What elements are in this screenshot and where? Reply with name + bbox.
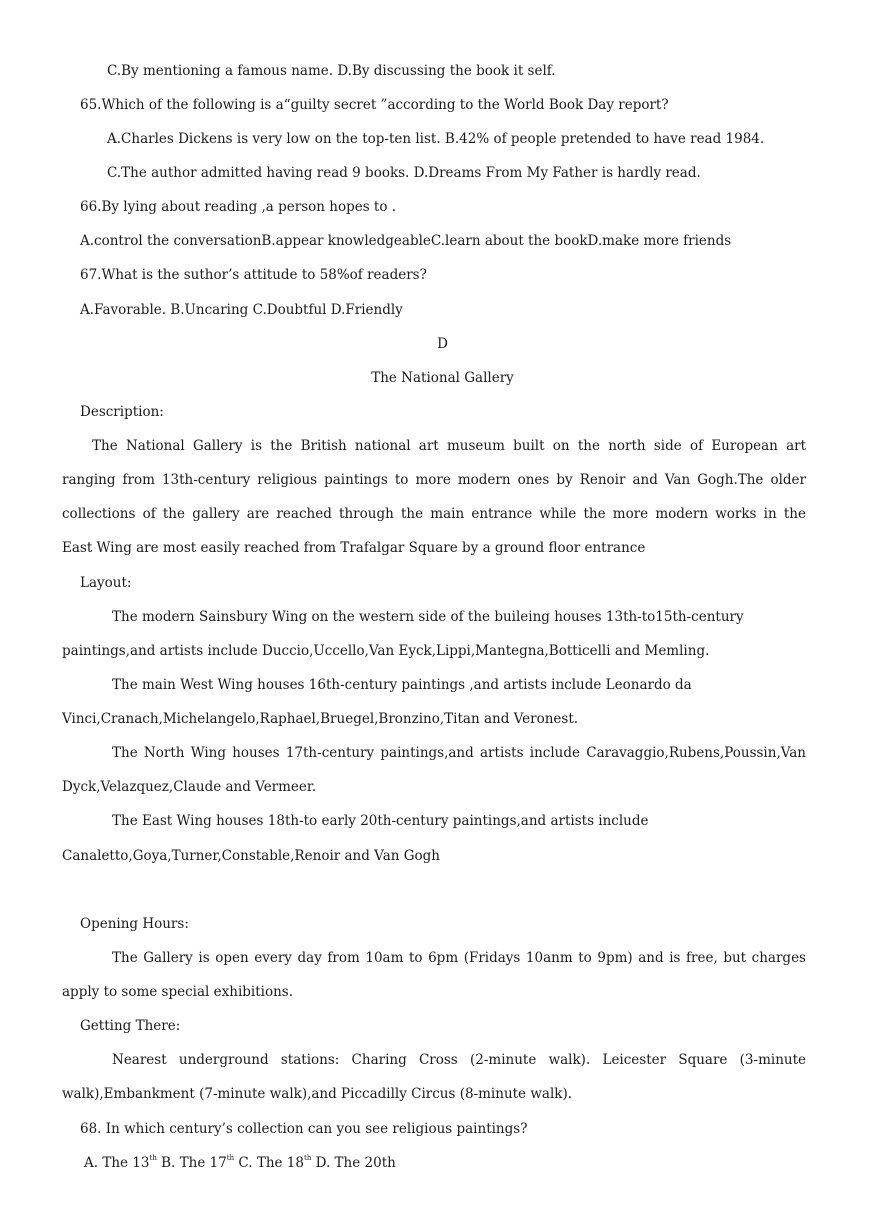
layout-line: Dyck,Velazquez,Claude and Vermeer. — [62, 779, 317, 795]
hours-heading: Opening Hours: — [80, 916, 189, 932]
ordinal-suffix: th — [149, 1154, 157, 1162]
q65-options-ab: A.Charles Dickens is very low on the top-ten list. B.42% of people pretended to have read 1984. — [107, 131, 765, 147]
layout-line: The modern Sainsbury Wing on the western side of the buileing houses 13th-to15th-century — [112, 609, 744, 625]
layout-line: The East Wing houses 18th-to early 20th-century paintings,and artists include — [112, 813, 649, 829]
description-heading: Description: — [80, 404, 164, 420]
description-line: collections of the gallery are reached through the main entrance while the more modern works in the — [62, 506, 806, 522]
hours-line: apply to some special exhibitions. — [62, 984, 294, 1000]
layout-line: The North Wing houses 17th-century paintings,and artists include Caravaggio,Rubens,Poussin,Van — [112, 745, 806, 761]
layout-line: Canaletto,Goya,Turner,Constable,Renoir and Van Gogh — [62, 848, 440, 864]
q68-option-b: B. The 17 — [156, 1155, 227, 1171]
q64-options-cd: C.By mentioning a famous name. D.By discussing the book it self. — [107, 63, 556, 79]
ordinal-suffix: th — [304, 1154, 312, 1162]
layout-line: paintings,and artists include Duccio,Uccello,Van Eyck,Lippi,Mantegna,Botticelli and Memling. — [62, 643, 710, 659]
getting-heading: Getting There: — [80, 1018, 181, 1034]
layout-line: The main West Wing houses 16th-century paintings ,and artists include Leonardo da — [112, 677, 692, 693]
q66-options: A.control the conversationB.appear knowledgeableC.learn about the bookD.make more friends — [80, 233, 732, 249]
hours-line: The Gallery is open every day from 10am to 6pm (Fridays 10anm to 9pm) and is free, but charges — [112, 950, 806, 966]
q67-question: 67.What is the suthor’s attitude to 58%of readers? — [80, 267, 427, 283]
ordinal-suffix: th — [226, 1154, 235, 1162]
q68-options — [84, 1153, 396, 1173]
layout-line: Vinci,Cranach,Michelangelo,Raphael,Bruegel,Bronzino,Titan and Veronest. — [62, 711, 579, 727]
section-letter: D — [437, 336, 448, 352]
getting-line: walk),Embankment (7-minute walk),and Piccadilly Circus (8-minute walk). — [62, 1086, 573, 1102]
q68-question: 68. In which century’s collection can you see religious paintings? — [80, 1121, 528, 1137]
q66-question: 66.By lying about reading ,a person hopes to . — [80, 199, 397, 215]
description-line: The National Gallery is the British national art museum built on the north side of European art — [92, 438, 806, 454]
q67-options: A.Favorable. B.Uncaring C.Doubtful D.Friendly — [80, 302, 403, 318]
getting-line: Nearest underground stations: Charing Cross (2-minute walk). Leicester Square (3-minute — [112, 1052, 806, 1068]
section-title: The National Gallery — [371, 370, 514, 386]
q68-option-d: D. The 20th — [311, 1155, 396, 1171]
q65-options-cd: C.The author admitted having read 9 books. D.Dreams From My Father is hardly read. — [107, 165, 701, 181]
description-line: ranging from 13th-century religious paintings to more modern ones by Renoir and Van Gogh.The older — [62, 472, 806, 488]
q68-option-c: C. The 18 — [234, 1155, 304, 1171]
description-line: East Wing are most easily reached from Trafalgar Square by a ground floor entrance — [62, 540, 646, 556]
q68-option-a: A. The 13 — [84, 1155, 150, 1171]
layout-heading: Layout: — [80, 575, 132, 591]
q65-question: 65.Which of the following is a“guilty secret ”according to the World Book Day report? — [80, 97, 669, 113]
